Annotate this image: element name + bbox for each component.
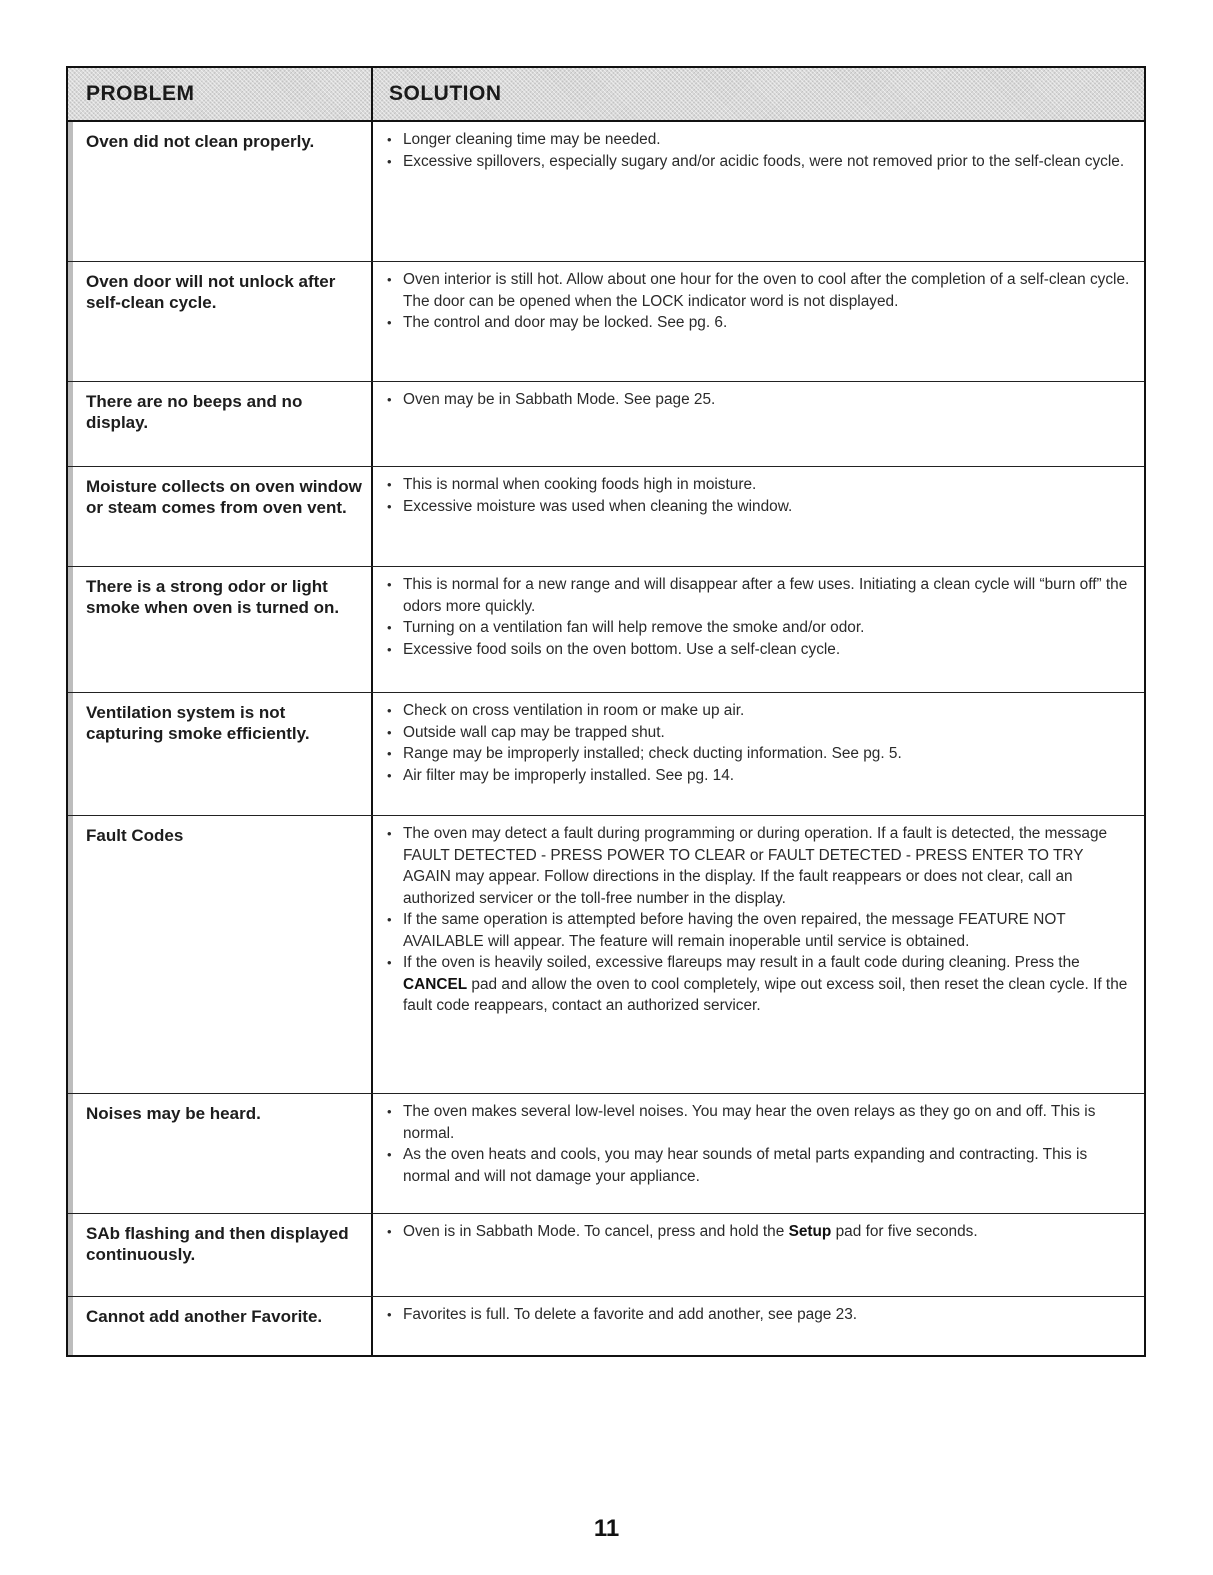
- solution-item: • Longer cleaning time may be needed.: [385, 129, 1132, 151]
- solution-item: • The oven may detect a fault during programming or during operation. If a fault is detected, the message FAULT DETECTED - PRESS POWER TO CLEAR or FAULT DETECTED - PRESS ENTER TO TRY AGAIN may appear. Follow directions in the display. If the fault reappears or does not clear, call an authorized servicer or the toll-free number in the display.: [385, 823, 1132, 909]
- solution-item: • This is normal for a new range and will disappear after a few uses. Initiating a clean cycle will “burn off” the odors more quickly.: [385, 574, 1132, 617]
- solution-cell: [373, 816, 1144, 1093]
- solution-item: • Range may be improperly installed; check ducting information. See pg. 5.: [385, 743, 1132, 765]
- solution-cell: [373, 567, 1144, 692]
- solution-item: [385, 952, 1132, 1017]
- problem-cell: Ventilation system is not capturing smoke efficiently.: [68, 693, 373, 815]
- solution-cell: [373, 467, 1144, 566]
- problem-cell: There are no beeps and no display.: [68, 382, 373, 466]
- solution-item: • The oven makes several low-level noises. You may hear the oven relays as they go on and off. This is normal.: [385, 1101, 1132, 1144]
- solution-cell: [373, 693, 1144, 815]
- table-row: [68, 122, 1144, 262]
- solution-item: • As the oven heats and cools, you may hear sounds of metal parts expanding and contracting. This is normal and will not damage your appliance.: [385, 1144, 1132, 1187]
- solution-cell: [373, 122, 1144, 261]
- table-header: [68, 68, 1144, 122]
- problem-cell: Cannot add another Favorite.: [68, 1297, 373, 1355]
- troubleshooting-table: [66, 66, 1146, 1357]
- solution-item: • The control and door may be locked. See pg. 6.: [385, 312, 1132, 334]
- solution-item: • Air filter may be improperly installed. See pg. 14.: [385, 765, 1132, 787]
- header-solution: SOLUTION: [389, 82, 502, 105]
- cancel-pad-label: CANCEL: [403, 975, 468, 993]
- problem-cell: Oven door will not unlock after self-clean cycle.: [68, 262, 373, 381]
- solution-item: • Oven may be in Sabbath Mode. See page 25.: [385, 389, 1132, 411]
- solution-cell: [373, 1214, 1144, 1296]
- table-row: [68, 262, 1144, 382]
- problem-cell: Noises may be heard.: [68, 1094, 373, 1213]
- table-row: [68, 382, 1144, 467]
- solution-item: [385, 1221, 1132, 1243]
- solution-item: • Outside wall cap may be trapped shut.: [385, 722, 1132, 744]
- solution-cell: [373, 1297, 1144, 1355]
- solution-text: pad and allow the oven to cool completely, wipe out excess soil, then reset the clean cycle. If the fault code reappears, contact an authorized servicer.: [403, 975, 1128, 1014]
- problem-cell: SAb flashing and then displayed continuously.: [68, 1214, 373, 1296]
- table-row: [68, 1297, 1144, 1355]
- header-problem: PROBLEM: [68, 68, 373, 120]
- problem-cell: Fault Codes: [68, 816, 373, 1093]
- table-row: [68, 567, 1144, 693]
- solution-item: • Excessive food soils on the oven bottom. Use a self-clean cycle.: [385, 639, 1132, 661]
- problem-cell: There is a strong odor or light smoke when oven is turned on.: [68, 567, 373, 692]
- solution-item: • Oven interior is still hot. Allow about one hour for the oven to cool after the completion of a self-clean cycle. The door can be opened when the LOCK indicator word is not displayed.: [385, 269, 1132, 312]
- page-number: 11: [593, 1515, 620, 1542]
- solution-text: pad for five seconds.: [831, 1223, 978, 1240]
- table-row: [68, 816, 1144, 1094]
- solution-text: If the oven is heavily soiled, excessive flareups may result in a fault code during cleaning. Press the: [403, 954, 1080, 971]
- setup-pad-label: Setup: [788, 1223, 832, 1240]
- solution-cell: [373, 1094, 1144, 1213]
- table-row: [68, 1094, 1144, 1214]
- solution-text: Oven is in Sabbath Mode. To cancel, press and hold the: [403, 1223, 789, 1240]
- solution-item: • If the same operation is attempted before having the oven repaired, the message FEATURE NOT AVAILABLE will appear. The feature will remain inoperable until service is obtained.: [385, 909, 1132, 952]
- solution-item: • Excessive moisture was used when cleaning the window.: [385, 496, 1132, 518]
- problem-cell: Oven did not clean properly.: [68, 122, 373, 261]
- solution-item: • Check on cross ventilation in room or make up air.: [385, 700, 1132, 722]
- solution-item: • Excessive spillovers, especially sugary and/or acidic foods, were not removed prior to the self-clean cycle.: [385, 151, 1132, 173]
- problem-cell: Moisture collects on oven window or steam comes from oven vent.: [68, 467, 373, 566]
- solution-cell: [373, 382, 1144, 466]
- solution-item: • Favorites is full. To delete a favorite and add another, see page 23.: [385, 1304, 1132, 1326]
- table-row: [68, 467, 1144, 567]
- solution-item: • This is normal when cooking foods high in moisture.: [385, 474, 1132, 496]
- solution-cell: [373, 262, 1144, 381]
- table-row: [68, 693, 1144, 816]
- table-row: [68, 1214, 1144, 1297]
- solution-item: • Turning on a ventilation fan will help remove the smoke and/or odor.: [385, 617, 1132, 639]
